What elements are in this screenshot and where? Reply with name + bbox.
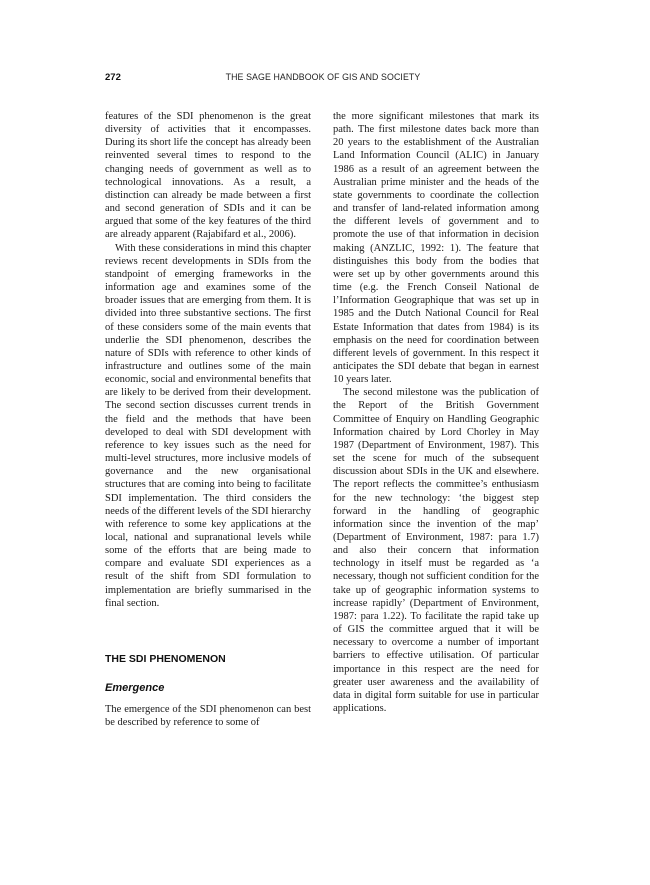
section-heading: THE SDI PHENOMENON [105,652,226,665]
paragraph: The emergence of the SDI phenomenon can best be described by reference to some of [105,704,311,729]
paragraph: the more significant milestones that mark its path. The first milestone dates back more than 20 years to the establishment of the Australian Land Information Council (ALIC) in January 1986 as a result of an agreement between the Australian prime minister and the heads of the state governments to coordinate the collection and transfer of land-related information among the different levels of government and to promote the use of that information in decision making (ANZLIC, 1992: 1). The feature that distinguishes this body from the bodies that were set up by other governments around this time (e.g. the French Conseil National de l’Information Geographique that was set up in 1985 and the Dutch National Council for Real Estate Information that dates from 1984) is its emphasis on the need for coordination between different levels of government. In this respect it anticipates the SDI debate that began in earnest 10 years later. [333,111,539,386]
left-column [105,110,311,730]
paragraph: features of the SDI phenomenon is the great diversity of activities that it encompasses. During its short life the concept has already been reinvented several times to respond to the changing needs of government as well as to technological innovations. As a result, a distinction can already be made between a first and second generation of SDIs and it can be argued that some of the key features of the third are already apparent (Rajabifard et al., 2006). [105,111,311,241]
subsection-heading: Emergence [105,682,165,695]
book-title: THE SAGE HANDBOOK OF GIS AND SOCIETY [225,72,421,82]
running-header [105,72,541,86]
page-number: 272 [105,72,121,83]
paragraph: The second milestone was the publication of the Report of the British Government Committee of Enquiry on Handling Geographic Information chaired by Lord Chorley in May 1987 (Department of Environment, 1987). This set the scene for much of the subsequent discussion about SDIs in the UK and elsewhere. The report reflects the committee’s enthusiasm for the new technology: ‘the biggest step forward in the handling of geographic information since the invention of the map’ (Department of Environment, 1987: para 1.7) and also their concern that information technology in itself must be regarded as ‘a necessary, though not sufficient condition for the take up of geographic information systems to increase rapidly’ (Department of Environment, 1987: para 1.22). To facilitate the rapid take up of GIS the committee argued that it will be necessary to overcome a number of important barriers to effective utilisation. Of particular importance in this respect are the need for greater user awareness and the availability of data in digital form suitable for use in particular applications. [333,387,539,715]
paragraph: With these considerations in mind this chapter reviews recent developments in SDIs from the standpoint of emerging frameworks in the information age and examines some of the broader issues that are emerging from them. It is divided into three substantive sections. The first of these considers some of the main events that underlie the SDI phenomenon, describes the nature of SDIs with reference to other kinds of infrastructure and outlines some of the main economic, social and environmental benefits that are likely to be derived from their development. The second section discusses current trends in the field and the methods that have been developed to deal with SDI development with reference to key issues such as the need for multi-level structures, more inclusive models of governance and the new organisational structures that are coming into being to facilitate SDI implementation. The third considers the needs of the different levels of the SDI hierarchy with reference to some key applications at the local, national and supranational levels while some of the efforts that are being made to compare and evaluate SDI experiences as a result of the shift from SDI formulation to implementation are briefly summarised in the final section. [105,242,311,609]
right-column [333,110,539,715]
